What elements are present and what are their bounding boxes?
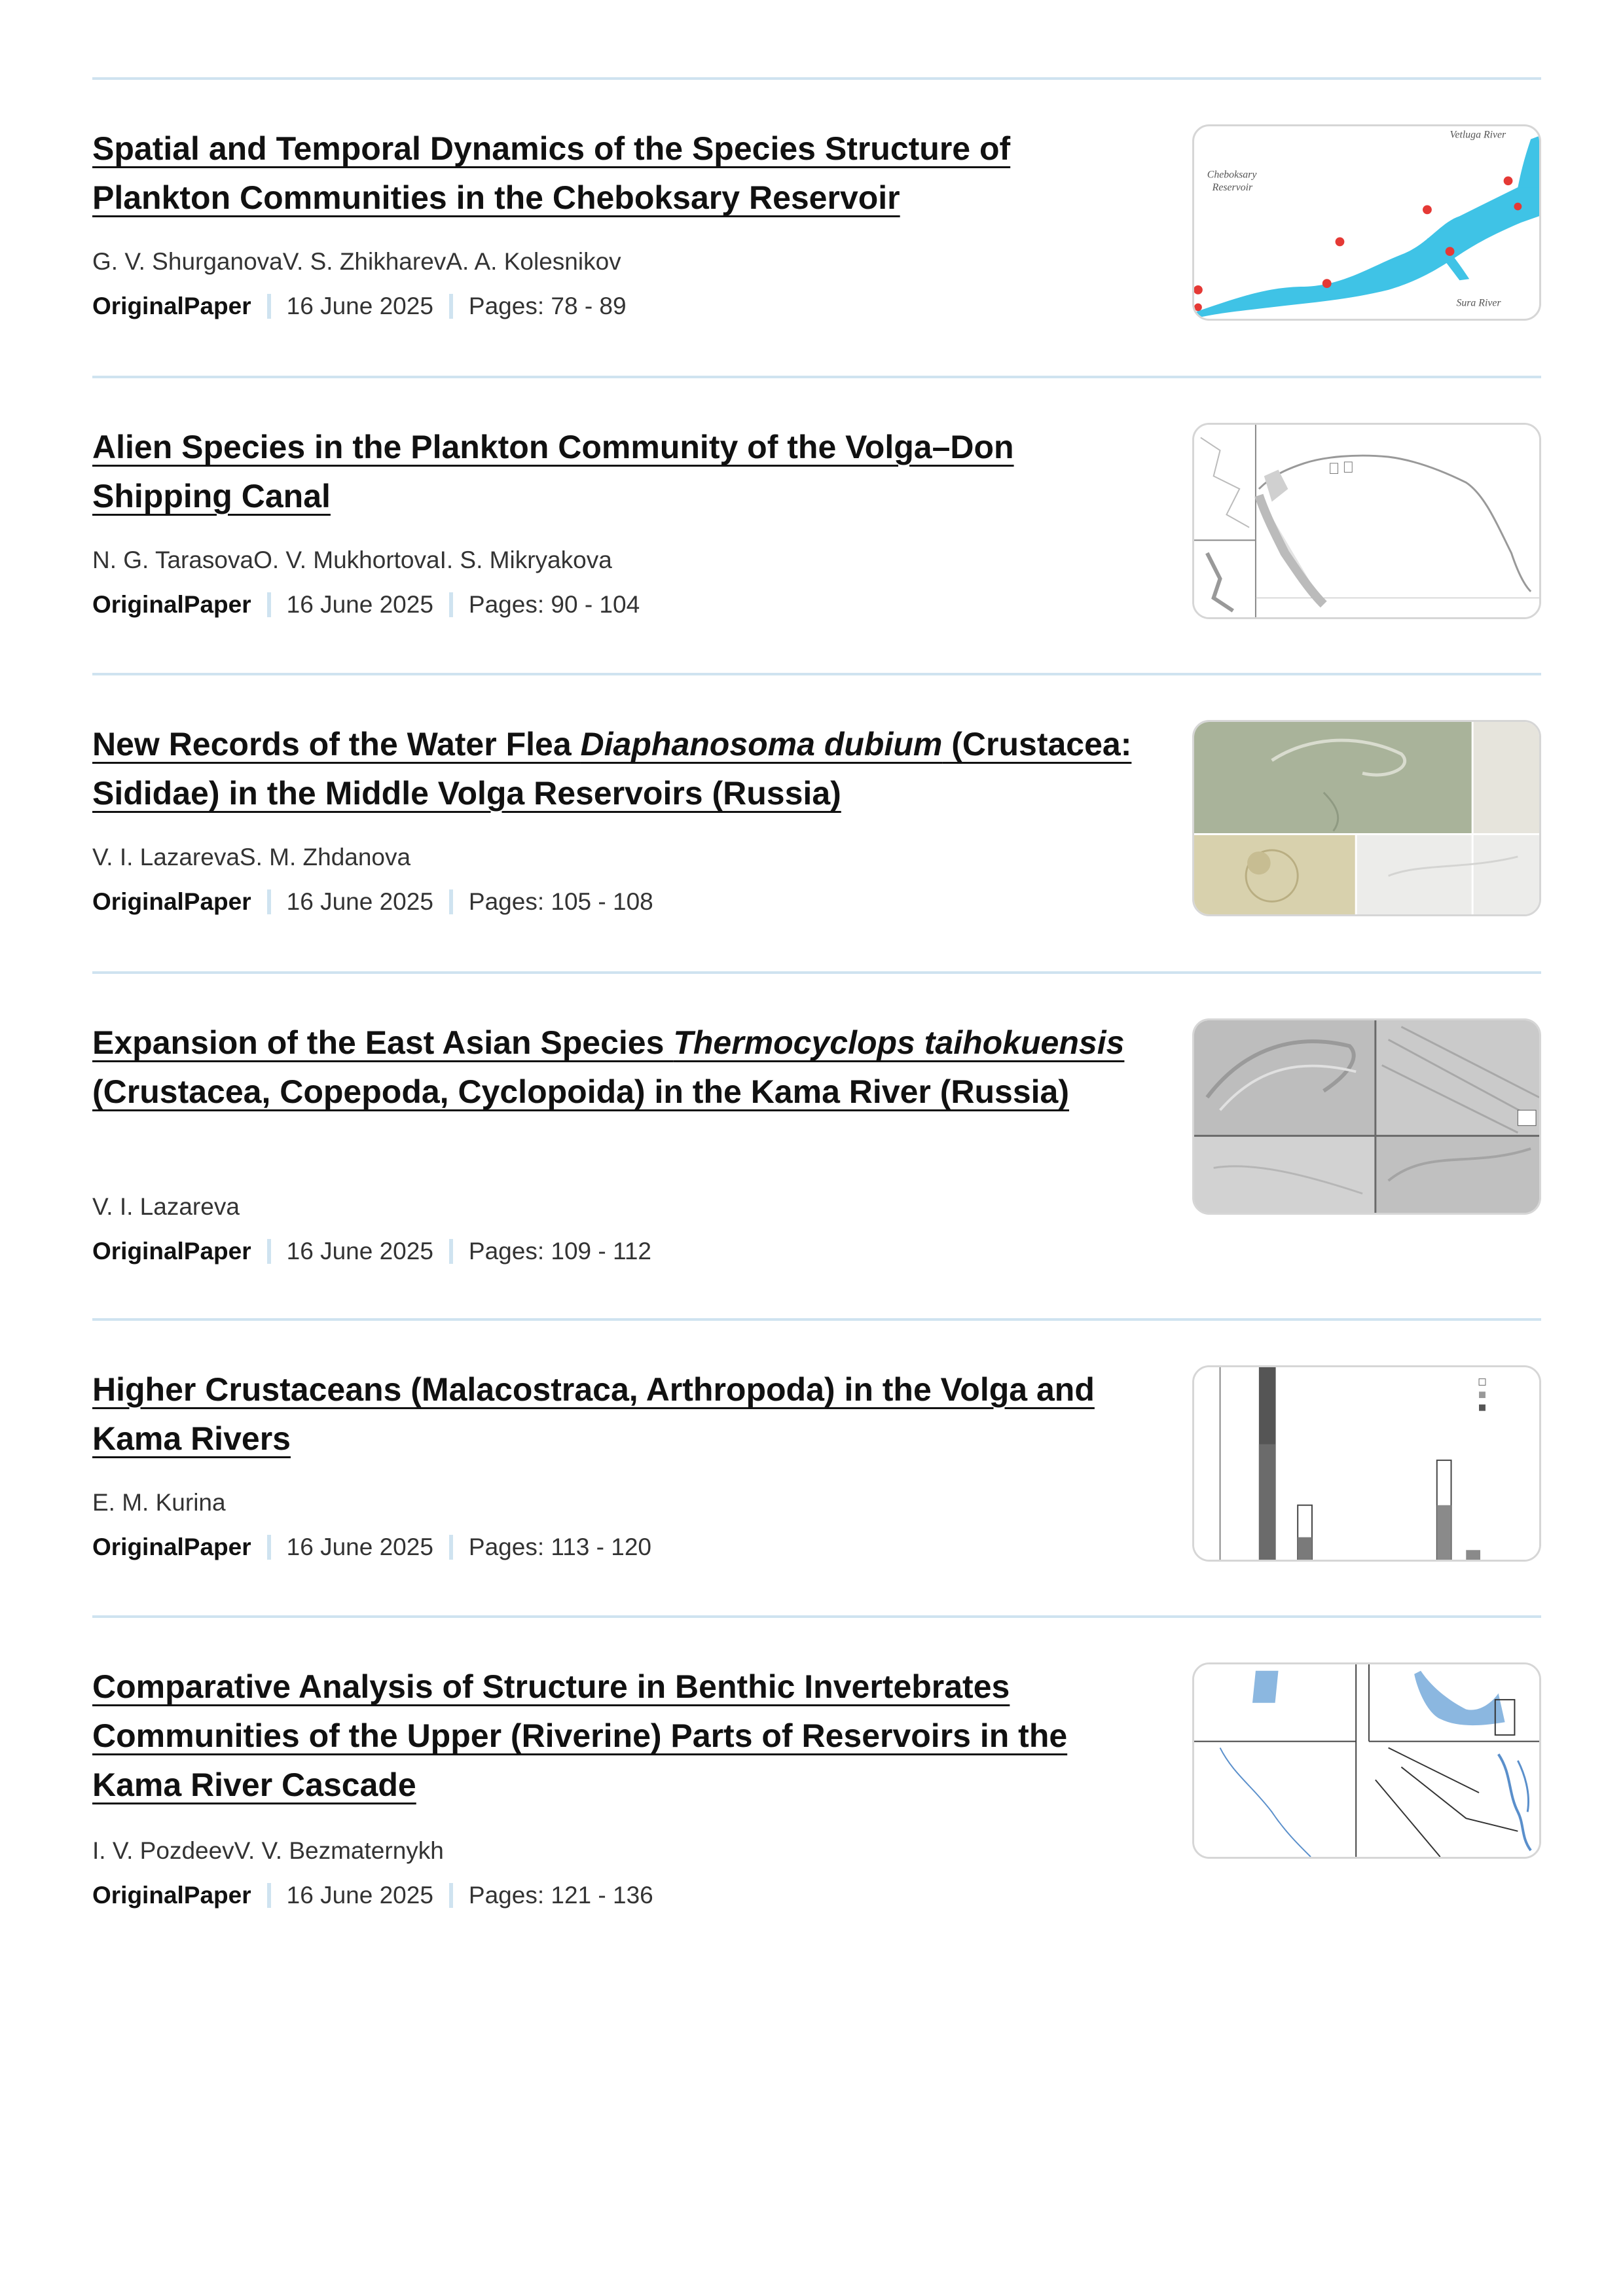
meta-separator [449,1883,453,1908]
page-range: Pages: 105 - 108 [468,888,653,915]
micrograph-figure [1194,722,1539,914]
page-range: Pages: 78 - 89 [468,293,627,319]
article-thumbnail[interactable] [1192,720,1541,916]
article-title-link[interactable]: Expansion of the East Asian Species Thermocyclops taihokuensis (Crustacea, Copepoda, Cyclopoida) in the Kama River (Russia) [92,1024,1125,1110]
article-meta [92,888,653,916]
author-name: N. G. Tarasova [92,547,254,573]
author-name: V. I. Lazareva [92,844,240,870]
article-title-link[interactable]: Alien Species in the Plankton Community of the Volga–Don Shipping Canal [92,429,1014,514]
article-thumbnail[interactable] [1192,1365,1541,1562]
article-title [92,124,1153,223]
article-title [92,1365,1153,1463]
author-name: V. I. Lazareva [92,1193,240,1220]
article-authors [92,1488,226,1517]
page-range: Pages: 121 - 136 [468,1882,653,1909]
meta-separator [449,592,453,617]
author-name: G. V. Shurganova [92,248,283,275]
article-meta [92,1533,651,1562]
map-label: Sura River [1456,297,1501,309]
article-title-link[interactable]: Higher Crustaceans (Malacostraca, Arthropoda) in the Volga and Kama Rivers [92,1371,1095,1457]
meta-separator [267,1883,271,1908]
article-authors [92,1193,240,1221]
meta-separator [449,889,453,914]
article-title [92,423,1153,521]
map-figure [1194,126,1539,319]
map-label: Reservoir [1212,182,1253,193]
author-name: I. V. Pozdeev [92,1837,234,1864]
divider [92,1318,1541,1321]
content-type: OriginalPaper [92,1882,251,1909]
article-thumbnail[interactable] [1192,1662,1541,1859]
article-title [92,720,1153,818]
divider [92,77,1541,80]
meta-separator [267,1239,271,1264]
author-name: A. A. Kolesnikov [446,248,621,275]
author-name: I. S. Mikryakova [439,547,612,573]
article-meta [92,292,627,321]
author-name: V. S. Zhikharev [282,248,447,275]
meta-separator [267,294,271,319]
meta-separator [267,889,271,914]
article-thumbnail[interactable] [1192,124,1541,321]
article-title-link[interactable]: New Records of the Water Flea Diaphanosoma dubium (Crustacea: Sididae) in the Middle Volga Reservoirs (Russia) [92,726,1132,812]
content-type: OriginalPaper [92,591,251,618]
publication-date: 16 June 2025 [286,293,433,319]
page-range: Pages: 113 - 120 [468,1534,651,1560]
article-authors [92,1837,444,1865]
bar-figure [1194,1367,1539,1560]
publication-date: 16 June 2025 [286,1238,433,1265]
author-name: O. V. Mukhortova [253,547,440,573]
content-type: OriginalPaper [92,1534,251,1560]
article-authors [92,843,410,872]
author-name: V. V. Bezmaternykh [234,1837,444,1864]
article-meta [92,1881,653,1910]
divider [92,971,1541,974]
divider [92,673,1541,675]
map-figure [1194,425,1539,617]
divider [92,1615,1541,1618]
meta-separator [449,1239,453,1264]
article-title [92,1662,1153,1810]
author-name: S. M. Zhdanova [239,844,411,870]
article-authors [92,546,612,575]
content-type: OriginalPaper [92,888,251,915]
map-label: Cheboksary [1207,169,1257,181]
article-title-link[interactable]: Spatial and Temporal Dynamics of the Species Structure of Plankton Communities in the Cheboksary Reservoir [92,130,1011,216]
page-range: Pages: 90 - 104 [468,591,640,618]
author-name: E. M. Kurina [92,1489,226,1516]
map-figure [1194,1664,1539,1857]
publication-date: 16 June 2025 [286,1534,433,1560]
article-thumbnail[interactable] [1192,423,1541,619]
page-range: Pages: 109 - 112 [468,1238,651,1265]
meta-separator [449,294,453,319]
article-title [92,1018,1153,1117]
article-title-link[interactable]: Comparative Analysis of Structure in Benthic Invertebrates Communities of the Upper (Riverine) Parts of Reservoirs in the Kama River Cascade [92,1668,1068,1803]
content-type: OriginalPaper [92,1238,251,1265]
publication-date: 16 June 2025 [286,888,433,915]
article-meta [92,590,640,619]
meta-separator [267,592,271,617]
meta-separator [267,1535,271,1560]
article-authors [92,247,621,276]
divider [92,376,1541,378]
publication-date: 16 June 2025 [286,1882,433,1909]
content-type: OriginalPaper [92,293,251,319]
article-meta [92,1237,651,1266]
article-thumbnail[interactable] [1192,1018,1541,1215]
map-label: Vetluga River [1450,129,1506,141]
meta-separator [449,1535,453,1560]
micrograph-figure [1194,1020,1539,1213]
publication-date: 16 June 2025 [286,591,433,618]
